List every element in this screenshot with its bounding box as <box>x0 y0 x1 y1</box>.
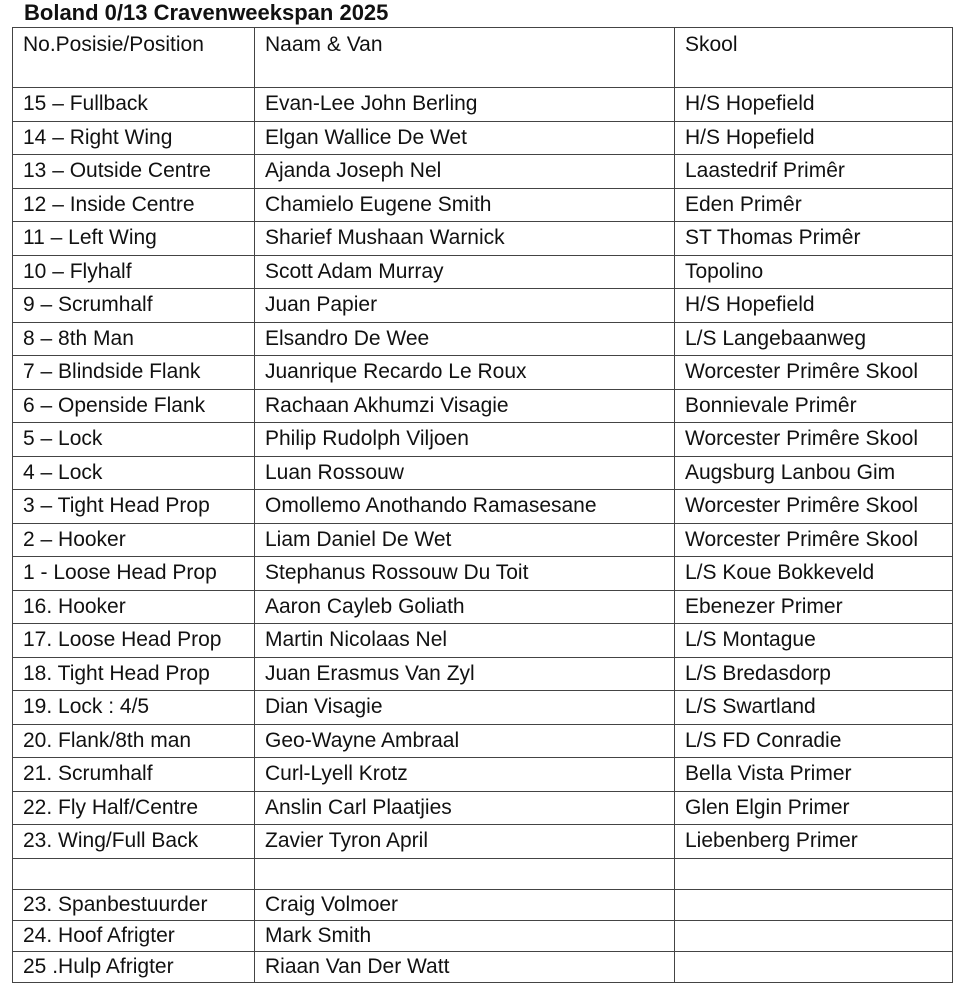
table-row <box>13 322 953 356</box>
cell-school: Bella Vista Primer <box>675 758 953 792</box>
cell-school: L/S Langebaanweg <box>675 322 953 356</box>
table-row <box>13 423 953 457</box>
cell-name: Geo-Wayne Ambraal <box>255 724 675 758</box>
table-row <box>13 456 953 490</box>
cell-position: 23. Spanbestuurder <box>13 889 255 920</box>
table-row <box>13 825 953 859</box>
cell-position: 12 – Inside Centre <box>13 188 255 222</box>
page-title: Boland 0/13 Cravenweekspan 2025 <box>24 0 389 25</box>
table-row <box>13 557 953 591</box>
cell-name: Dian Visagie <box>255 691 675 725</box>
table-row <box>13 490 953 524</box>
cell-school: Glen Elgin Primer <box>675 791 953 825</box>
cell-name: Juanrique Recardo Le Roux <box>255 356 675 390</box>
table-row <box>13 657 953 691</box>
cell-school: Ebenezer Primer <box>675 590 953 624</box>
table-row <box>13 121 953 155</box>
cell-position: 1 - Loose Head Prop <box>13 557 255 591</box>
staff-row <box>13 889 953 920</box>
staff-row <box>13 951 953 982</box>
header-position: No.Posisie/Position <box>13 28 255 88</box>
cell-school: Bonnievale Primêr <box>675 389 953 423</box>
cell-name: Anslin Carl Plaatjies <box>255 791 675 825</box>
cell-name: Aaron Cayleb Goliath <box>255 590 675 624</box>
cell-position: 6 – Openside Flank <box>13 389 255 423</box>
cell-school: L/S Swartland <box>675 691 953 725</box>
table-row <box>13 222 953 256</box>
cell-name: Liam Daniel De Wet <box>255 523 675 557</box>
cell-school: L/S FD Conradie <box>675 724 953 758</box>
cell-school: Liebenberg Primer <box>675 825 953 859</box>
cell-name: Mark Smith <box>255 920 675 951</box>
cell-name: Omollemo Anothando Ramasesane <box>255 490 675 524</box>
table-row <box>13 624 953 658</box>
table-row <box>13 155 953 189</box>
cell-school: Worcester Primêre Skool <box>675 356 953 390</box>
table-row <box>13 289 953 323</box>
cell-school <box>675 951 953 982</box>
cell-position: 21. Scrumhalf <box>13 758 255 792</box>
cell-position: 5 – Lock <box>13 423 255 457</box>
cell-school: Topolino <box>675 255 953 289</box>
staff-row <box>13 920 953 951</box>
cell-position: 7 – Blindside Flank <box>13 356 255 390</box>
table-row <box>13 255 953 289</box>
table-header-row <box>13 28 953 88</box>
table-row <box>13 758 953 792</box>
table-row <box>13 88 953 122</box>
table-row <box>13 356 953 390</box>
cell-position: 3 – Tight Head Prop <box>13 490 255 524</box>
cell-school: Laastedrif Primêr <box>675 155 953 189</box>
cell-school: L/S Bredasdorp <box>675 657 953 691</box>
cell-name: Curl-Lyell Krotz <box>255 758 675 792</box>
cell-name: Sharief Mushaan Warnick <box>255 222 675 256</box>
table-row <box>13 724 953 758</box>
cell-position <box>13 858 255 889</box>
cell-school <box>675 889 953 920</box>
header-school: Skool <box>675 28 953 88</box>
cell-position: 10 – Flyhalf <box>13 255 255 289</box>
cell-position: 9 – Scrumhalf <box>13 289 255 323</box>
cell-school: Worcester Primêre Skool <box>675 523 953 557</box>
cell-name: Scott Adam Murray <box>255 255 675 289</box>
cell-position: 13 – Outside Centre <box>13 155 255 189</box>
cell-school: Worcester Primêre Skool <box>675 423 953 457</box>
cell-position: 11 – Left Wing <box>13 222 255 256</box>
cell-name: Riaan Van Der Watt <box>255 951 675 982</box>
cell-name: Elgan Wallice De Wet <box>255 121 675 155</box>
cell-school: Augsburg Lanbou Gim <box>675 456 953 490</box>
roster-table <box>12 27 953 983</box>
cell-position: 17. Loose Head Prop <box>13 624 255 658</box>
cell-position: 25 .Hulp Afrigter <box>13 951 255 982</box>
cell-school: H/S Hopefield <box>675 289 953 323</box>
cell-position: 19. Lock : 4/5 <box>13 691 255 725</box>
cell-school: H/S Hopefield <box>675 121 953 155</box>
table-row <box>13 523 953 557</box>
cell-name: Juan Erasmus Van Zyl <box>255 657 675 691</box>
cell-name: Ajanda Joseph Nel <box>255 155 675 189</box>
cell-name: Evan-Lee John Berling <box>255 88 675 122</box>
cell-position: 18. Tight Head Prop <box>13 657 255 691</box>
cell-school: L/S Montague <box>675 624 953 658</box>
cell-name: Luan Rossouw <box>255 456 675 490</box>
cell-position: 23. Wing/Full Back <box>13 825 255 859</box>
table-row <box>13 188 953 222</box>
spacer-row <box>13 858 953 889</box>
table-row <box>13 389 953 423</box>
roster-body <box>13 28 953 983</box>
cell-position: 22. Fly Half/Centre <box>13 791 255 825</box>
cell-position: 20. Flank/8th man <box>13 724 255 758</box>
cell-position: 24. Hoof Afrigter <box>13 920 255 951</box>
table-row <box>13 590 953 624</box>
cell-name: Chamielo Eugene Smith <box>255 188 675 222</box>
cell-name: Stephanus Rossouw Du Toit <box>255 557 675 591</box>
cell-name: Philip Rudolph Viljoen <box>255 423 675 457</box>
cell-name: Rachaan Akhumzi Visagie <box>255 389 675 423</box>
cell-position: 15 – Fullback <box>13 88 255 122</box>
table-row <box>13 791 953 825</box>
cell-position: 2 – Hooker <box>13 523 255 557</box>
cell-name: Zavier Tyron April <box>255 825 675 859</box>
cell-school: Eden Primêr <box>675 188 953 222</box>
cell-school: L/S Koue Bokkeveld <box>675 557 953 591</box>
table-row <box>13 691 953 725</box>
cell-school <box>675 920 953 951</box>
cell-name: Craig Volmoer <box>255 889 675 920</box>
cell-position: 4 – Lock <box>13 456 255 490</box>
cell-name: Martin Nicolaas Nel <box>255 624 675 658</box>
cell-name: Juan Papier <box>255 289 675 323</box>
cell-school: H/S Hopefield <box>675 88 953 122</box>
cell-position: 14 – Right Wing <box>13 121 255 155</box>
cell-position: 8 – 8th Man <box>13 322 255 356</box>
cell-school: Worcester Primêre Skool <box>675 490 953 524</box>
header-name: Naam & Van <box>255 28 675 88</box>
cell-position: 16. Hooker <box>13 590 255 624</box>
cell-school: ST Thomas Primêr <box>675 222 953 256</box>
cell-school <box>675 858 953 889</box>
cell-name <box>255 858 675 889</box>
cell-name: Elsandro De Wee <box>255 322 675 356</box>
